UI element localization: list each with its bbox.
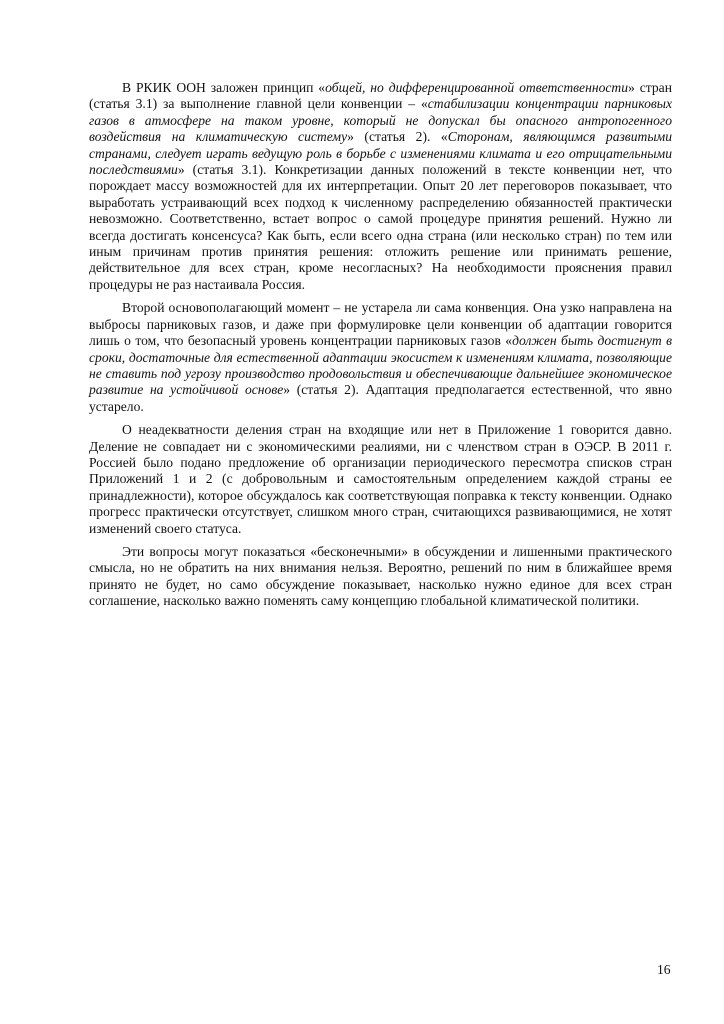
p2-run-1: Второй основополагающий момент – не устарела ли сама конвенция. Она узко направлена на выбросы парниковых газов, и даже при формулировке цели конвенции об адаптации говорится лишь о том, что безопасный уровень концентрации парниковых газов « <box>89 300 672 349</box>
p2-run-3: » (статья 2). Адаптация предполагается естественной, что явно устарело. <box>89 382 672 414</box>
page-number: 16 <box>657 962 671 977</box>
body-text <box>89 80 672 617</box>
p1-run-7: » (статья 3.1). Конкретизации данных положений в тексте конвенции нет, что порождает массу возможностей для их интерпретации. Опыт 20 лет переговоров показывает, что выработать устраивающий всех подход к численному распределению обязанностей практически невозможно. Соответственно, встает вопрос о самой процедуре принятия решений. Нужно ли всегда достигать консенсуса? Как быть, если всего одна страна (или несколько стран) по тем или иным причинам против принятия решения: отложить решение или принимать решение, действительное для всех стран, кроме несогласных? На необходимости прояснения правил процедуры не раз настаивала Россия. <box>89 162 672 292</box>
p1-run-5: » (статья 2). « <box>347 129 448 145</box>
paragraph-4 <box>89 544 672 610</box>
p1-run-2: общей, но дифференцированной ответственности <box>325 80 629 95</box>
paragraph-1 <box>89 80 672 293</box>
paragraph-2 <box>89 300 672 415</box>
p1-run-4: стабилизации концентрации парниковых газов в атмосфере на таком уровне, который не допускал бы опасного антропогенного воздействия на климатическую систему <box>89 96 673 145</box>
p1-run-6: Сторонам, являющимся развитыми странами, следует играть ведущую роль в борьбе с изменениями климата и его отрицательными последствиями <box>89 129 672 178</box>
p3-run-1: О неадекватности деления стран на входящие или нет в Приложение 1 говорится давно. Деление не совпадает ни с экономическими реалиями, ни с членством стран в ОЭСР. В 2011 г. Россией было подано предложение об организации периодического пересмотра списков стран Приложений 1 и 2 (с добровольным и самостоятельным определением каждой страны ее принадлежности), которое обсуждалось как соответствующая поправка к тексту конвенции. Однако прогресс практически отсутствует, слишком много стран, считающихся развивающимися, не хотят изменений своего статуса. <box>89 422 672 536</box>
p2-run-2: должен быть достигнут в сроки, достаточные для естественной адаптации экосистем к изменениям климата, позволяющие не ставить под угрозу производство продовольствия и обеспечивающие дальнейшее экономическое развитие на устойчивой основе <box>89 333 672 398</box>
paragraph-3 <box>89 422 672 537</box>
p1-run-3: » стран (статья 3.1) за выполнение главной цели конвенции – « <box>89 80 672 112</box>
p1-run-1: В РКИК ООН заложен принцип « <box>122 80 326 95</box>
p4-run-1: Эти вопросы могут показаться «бесконечными» в обсуждении и лишенными практического смысла, но не обратить на них внимания нельзя. Вероятно, решений по ним в ближайшее время принято не будет, но само обсуждение показывает, насколько нужно единое для всех стран соглашение, насколько важно поменять саму концепцию глобальной климатической политики. <box>89 543 672 609</box>
